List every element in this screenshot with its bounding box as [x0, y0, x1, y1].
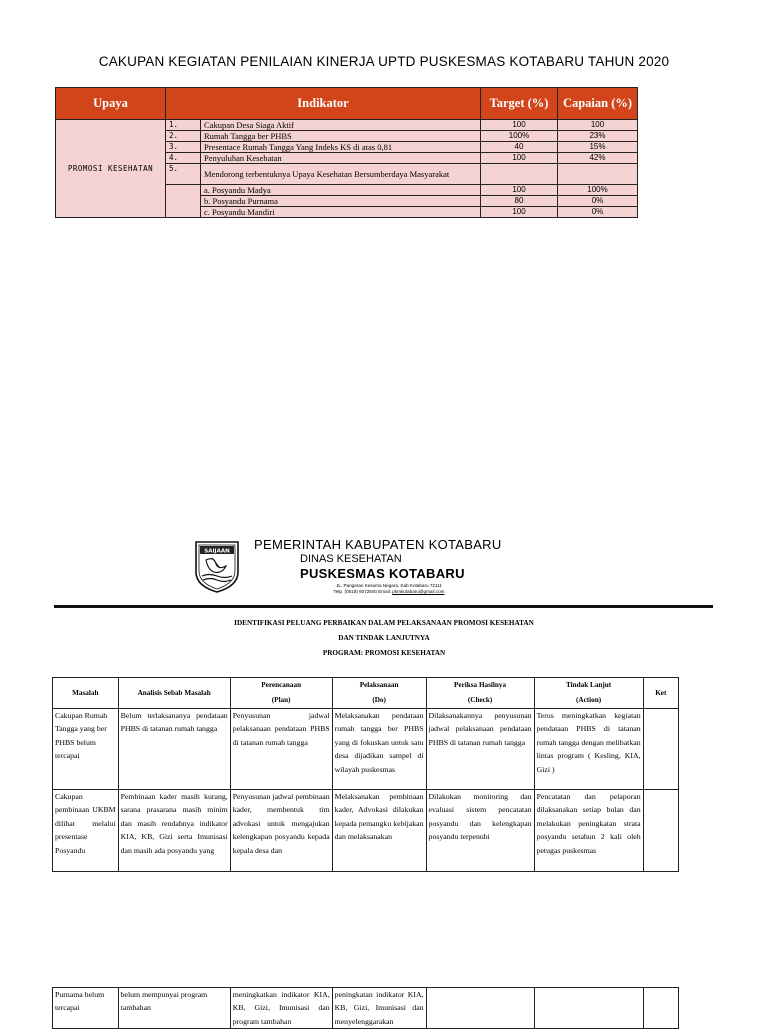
- capaian-cell: 42%: [558, 153, 638, 164]
- check-cell: Dilakukan monitoring dan evaluasi sistem pencatatan posyandu dan kelengkapan posyandu terpenuhi: [426, 790, 534, 872]
- indicator-cell: Penyuluhan Kesehatan: [201, 153, 481, 164]
- program-label: PROGRAM: PROMOSI KESEHATAN: [322, 649, 446, 657]
- capaian-cell: 0%: [558, 196, 638, 207]
- plan-cell: meningkatkan indikator KIA, KB, Gizi, Imunisasi dan program tambahan: [230, 988, 332, 1029]
- capaian-cell: 100: [558, 120, 638, 131]
- document-title: IDENTIFIKASI PELUANG PERBAIKAN DALAM PELAKSANAAN PROMOSI KESEHATAN: [234, 619, 534, 627]
- masalah-cell: Cakupan Rumah Tangga yang ber PHBS belum tercapai: [53, 709, 119, 790]
- capaian-cell: 0%: [558, 207, 638, 218]
- target-cell: 100: [481, 185, 558, 196]
- indicator-cell: Mendorong terbentuknya Upaya Kesehatan Bersumberdaya Masyarakat: [201, 164, 481, 185]
- target-table: [55, 87, 638, 218]
- target-cell: 100: [481, 153, 558, 164]
- plan-cell: Penyusunan jadwal pembinaan kader, membentuk tim advokasi untuk mengajukan kelengkapan posyandu kepada kepala desa dan: [230, 790, 332, 872]
- target-cell: 40: [481, 142, 558, 153]
- header-check: [426, 678, 534, 709]
- action-cell: Terus meningkatkan kegiatan pendataan PHBS di tatanan rumah tangga dengan melibatkan lintas program ( Kesling, KIA, Gizi ): [534, 709, 643, 790]
- header-do-label: (Do): [372, 696, 386, 704]
- target-cell: [481, 164, 558, 185]
- indicator-cell: a. Posyandu Madya: [201, 185, 481, 196]
- row-number: 3.: [166, 142, 201, 153]
- header-plan: [230, 678, 332, 709]
- target-cell: 100: [481, 207, 558, 218]
- ket-cell: [643, 988, 678, 1029]
- header-check-label: (Check): [467, 696, 493, 704]
- header-tindak-label: Tindak Lanjut: [565, 681, 612, 689]
- capaian-cell: 100%: [558, 185, 638, 196]
- header-capaian: Capaian (%): [558, 88, 638, 120]
- header-ket: Ket: [643, 678, 678, 709]
- logo-lettering: SAIJAAN: [204, 548, 230, 555]
- row-number: 2.: [166, 131, 201, 142]
- contact-text: Telp. (0518) 6072500 Email:: [333, 589, 392, 594]
- analisis-cell: Pembinaan kader masih kurang, sarana prasarana masih minim dan masih rendahnya indikator KIA, KB, Gizi serta Imunisasi dan masih ada posyandu yang: [118, 790, 230, 872]
- analisis-cell: belum mempunyai program tambahan: [118, 988, 230, 1029]
- do-cell: peningkatan indikator KIA, KB, Gizi, Imunisasi dan menyelenggarakan: [332, 988, 426, 1029]
- action-cell: [534, 988, 643, 1029]
- capaian-cell: [558, 164, 638, 185]
- row-number: [166, 185, 201, 218]
- indicator-cell: c. Posyandu Mandiri: [201, 207, 481, 218]
- kotabaru-logo: [192, 538, 242, 594]
- do-cell: Melaksanakan pendataan rumah tangga ber PHBS yang di fokuskan untuk satu desa dijadikan sampel di wilayah puskesmas: [332, 709, 426, 790]
- check-cell: [426, 988, 534, 1029]
- indicator-cell: Cakupan Desa Siaga Aktif: [201, 120, 481, 131]
- indicator-cell: b. Posyandu Purnama: [201, 196, 481, 207]
- indicator-cell: Rumah Tangga ber PHBS: [201, 131, 481, 142]
- capaian-cell: 23%: [558, 131, 638, 142]
- indicator-cell: Presentace Rumah Tangga Yang Indeks KS di atas 0,81: [201, 142, 481, 153]
- identification-table-continuation: [52, 987, 679, 1029]
- page-title: CAKUPAN KEGIATAN PENILAIAN KINERJA UPTD PUSKESMAS KOTABARU TAHUN 2020: [98, 54, 670, 69]
- header-action: [534, 678, 643, 709]
- row-number: 1.: [166, 120, 201, 131]
- header-indikator: Indikator: [166, 88, 481, 120]
- masalah-cell: Cakupan pembinaan UKBM dilihat melalui presentase Posyandu: [53, 790, 119, 872]
- target-cell: 100%: [481, 131, 558, 142]
- identification-table: [52, 677, 679, 872]
- ket-cell: [643, 790, 678, 872]
- government-name: PEMERINTAH KABUPATEN KOTABARU: [254, 537, 502, 552]
- ket-cell: [643, 709, 678, 790]
- identification-table-header: [53, 678, 679, 709]
- action-cell: Pencatatan dan pelaporan dilaksanakan setiap bulan dan melakukan peningkatan strata posyandu setahun 2 kali oleh petugas puskesmas: [534, 790, 643, 872]
- table-row: [56, 120, 638, 131]
- target-table-header: [56, 88, 638, 120]
- capaian-cell: 15%: [558, 142, 638, 153]
- header-do: [332, 678, 426, 709]
- puskesmas-name: PUSKESMAS KOTABARU: [300, 566, 465, 581]
- header-masalah: Masalah: [53, 678, 119, 709]
- row-number: 4.: [166, 153, 201, 164]
- target-cell: 80: [481, 196, 558, 207]
- check-cell: Dilaksanakannya penyusunan jadwal pelaksanaan pendataan PHBS di tatanan rumah tangga: [426, 709, 534, 790]
- analisis-cell: Belum terlaksananya pendataan PHBS di tatanan rumah tangga: [118, 709, 230, 790]
- header-periksa-label: Periksa Hasilnya: [454, 681, 507, 689]
- header-pelaksanaan-label: Pelaksanaan: [359, 681, 399, 689]
- plan-cell: Penyusunan jadwal pelaksanaan pendataan PHBS di tatanan rumah tangga: [230, 709, 332, 790]
- do-cell: Melaksanakan pembinaan kader, Advokasi dilakukan kepada pemangku kebijakan dan melaksanakan: [332, 790, 426, 872]
- header-analisis: Analisis Sebab Masalah: [118, 678, 230, 709]
- masalah-cell: Purnama belum tercapai: [53, 988, 119, 1029]
- header-upaya: Upaya: [56, 88, 166, 120]
- header-perencanaan-label: Perencanaan: [261, 681, 302, 689]
- target-cell: 100: [481, 120, 558, 131]
- department-name: DINAS KESEHATAN: [300, 553, 402, 565]
- table-row: [53, 709, 679, 790]
- kotabaru-emblem-icon: [192, 538, 242, 594]
- header-action-label: (Action): [576, 696, 602, 704]
- table-row: [53, 790, 679, 872]
- document-subtitle: DAN TINDAK LANJUTNYA: [338, 634, 430, 642]
- address-block: [314, 583, 464, 595]
- letterhead-divider: [54, 605, 713, 608]
- address-line: JL. Pangeran Kesuma Negara, Kab Kotabaru 72111: [336, 583, 442, 588]
- email-link[interactable]: pkmkotabaru@gmail.com: [392, 589, 445, 594]
- header-plan-label: (Plan): [271, 696, 291, 704]
- contact-line: [314, 589, 464, 595]
- table-row: [53, 988, 679, 1029]
- row-number: 5.: [166, 164, 201, 185]
- upaya-cell: PROMOSI KESEHATAN: [56, 120, 166, 218]
- header-target: Target (%): [481, 88, 558, 120]
